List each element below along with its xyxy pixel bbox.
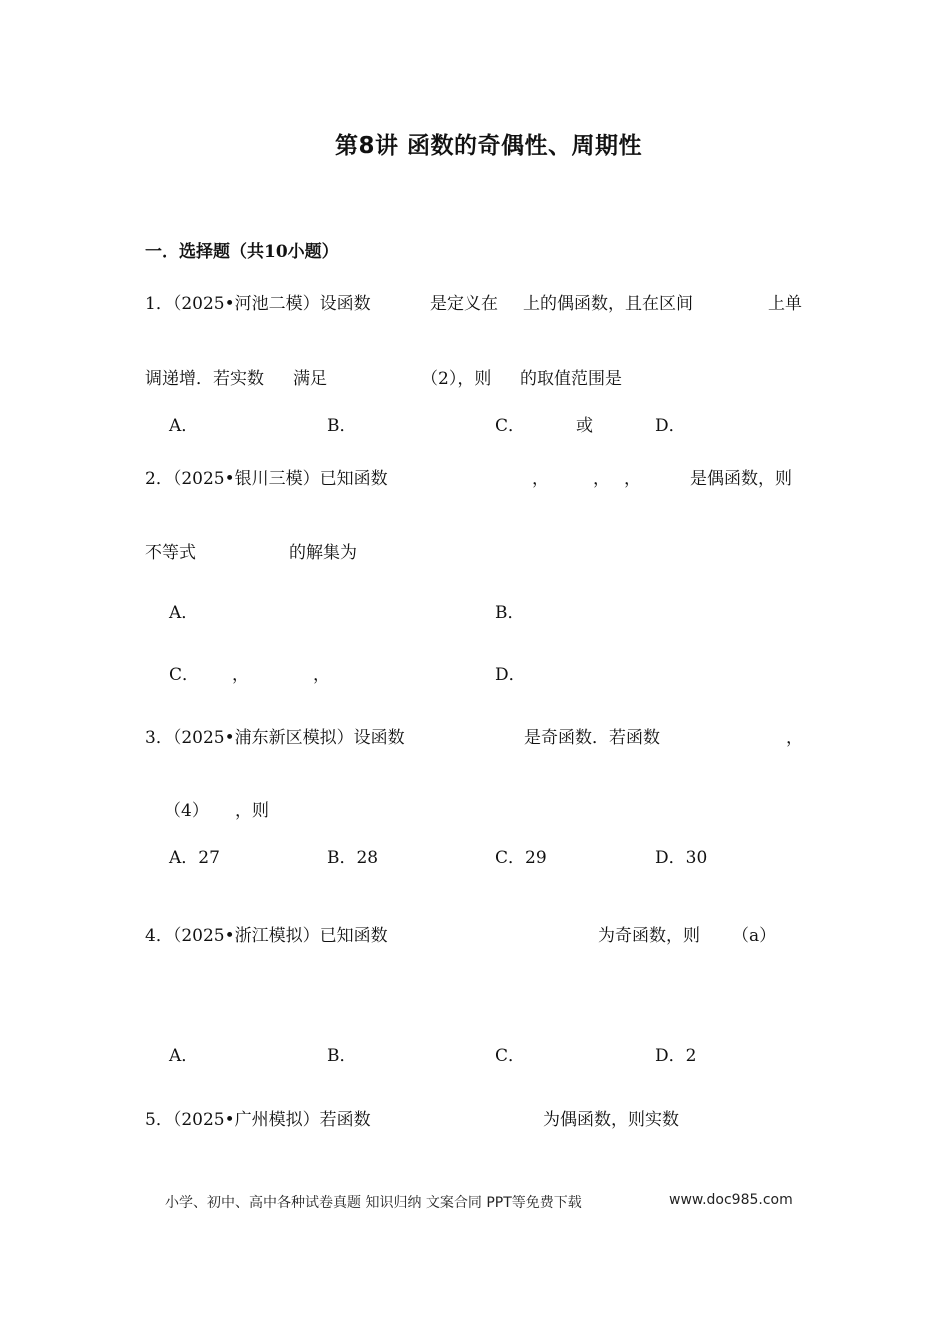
q2-comma-3: ， <box>624 469 641 489</box>
q1-line2-part4: 的取值范围是 <box>520 369 622 389</box>
q1-stem-part2: 是定义在 <box>430 294 498 314</box>
q3-option-d[interactable]: D．30 <box>655 848 708 868</box>
q1-option-a[interactable]: A． <box>169 416 199 436</box>
q2-option-c-comma-1: ， <box>232 665 249 685</box>
q3-option-c[interactable]: C．29 <box>495 848 547 868</box>
page-title: 第8讲 函数的奇偶性、周期性 <box>335 133 643 159</box>
q2-option-b[interactable]: B． <box>495 603 525 623</box>
q2-option-d[interactable]: D． <box>495 665 526 685</box>
q3-line2-part2: ，则 <box>235 801 269 821</box>
q1-line2-part2: 满足 <box>293 369 327 389</box>
q5-stem-part1: 5．（2025•广州模拟）若函数 <box>145 1110 371 1130</box>
q4-option-b[interactable]: B． <box>327 1046 357 1066</box>
q3-stem-comma: ， <box>786 728 803 748</box>
q4-stem-part1: 4．（2025•浙江模拟）已知函数 <box>145 926 388 946</box>
q1-line2-part3: （2），则 <box>421 369 492 389</box>
footer-url-link[interactable]: www.doc985.com <box>669 1192 793 1208</box>
q1-option-b[interactable]: B． <box>327 416 357 436</box>
section-heading: 一．选择题（共10小题） <box>145 242 339 262</box>
q3-line2-part1: （4） <box>164 801 209 821</box>
q3-option-a[interactable]: A．27 <box>169 848 220 868</box>
q4-stem-part2: 为奇函数，则 <box>598 926 700 946</box>
q4-option-d[interactable]: D．2 <box>655 1046 697 1066</box>
q1-stem-part4: 上单 <box>768 294 802 314</box>
q2-line2-part2: 的解集为 <box>289 543 357 563</box>
q4-option-c[interactable]: C． <box>495 1046 526 1066</box>
q4-option-a[interactable]: A． <box>169 1046 199 1066</box>
q1-option-c-or: 或 <box>576 416 593 436</box>
q3-option-b[interactable]: B．28 <box>327 848 379 868</box>
q2-option-c[interactable]: C． <box>169 665 200 685</box>
q2-stem-part1: 2．（2025•银川三模）已知函数 <box>145 469 388 489</box>
q5-stem-part2: 为偶函数，则实数 <box>543 1110 679 1130</box>
q1-option-d[interactable]: D． <box>655 416 686 436</box>
q1-stem-part1: 1．（2025•河池二模）设函数 <box>145 294 371 314</box>
q3-stem-part1: 3．（2025•浦东新区模拟）设函数 <box>145 728 405 748</box>
q2-line2-part1: 不等式 <box>145 543 196 563</box>
q1-option-c[interactable]: C． <box>495 416 526 436</box>
q2-stem-part2: 是偶函数，则 <box>690 469 792 489</box>
q1-stem-part3: 上的偶函数，且在区间 <box>523 294 693 314</box>
q2-comma-2: ， <box>593 469 610 489</box>
q4-stem-part3: （a） <box>732 926 777 946</box>
q3-stem-part2: 是奇函数．若函数 <box>524 728 660 748</box>
q2-option-a[interactable]: A． <box>169 603 199 623</box>
footer-text: 小学、初中、高中各种试卷真题 知识归纳 文案合同 PPT等免费下载 <box>165 1195 582 1211</box>
q2-comma-1: ， <box>532 469 549 489</box>
q2-option-c-comma-2: ， <box>313 665 330 685</box>
q1-line2-part1: 调递增．若实数 <box>145 369 264 389</box>
